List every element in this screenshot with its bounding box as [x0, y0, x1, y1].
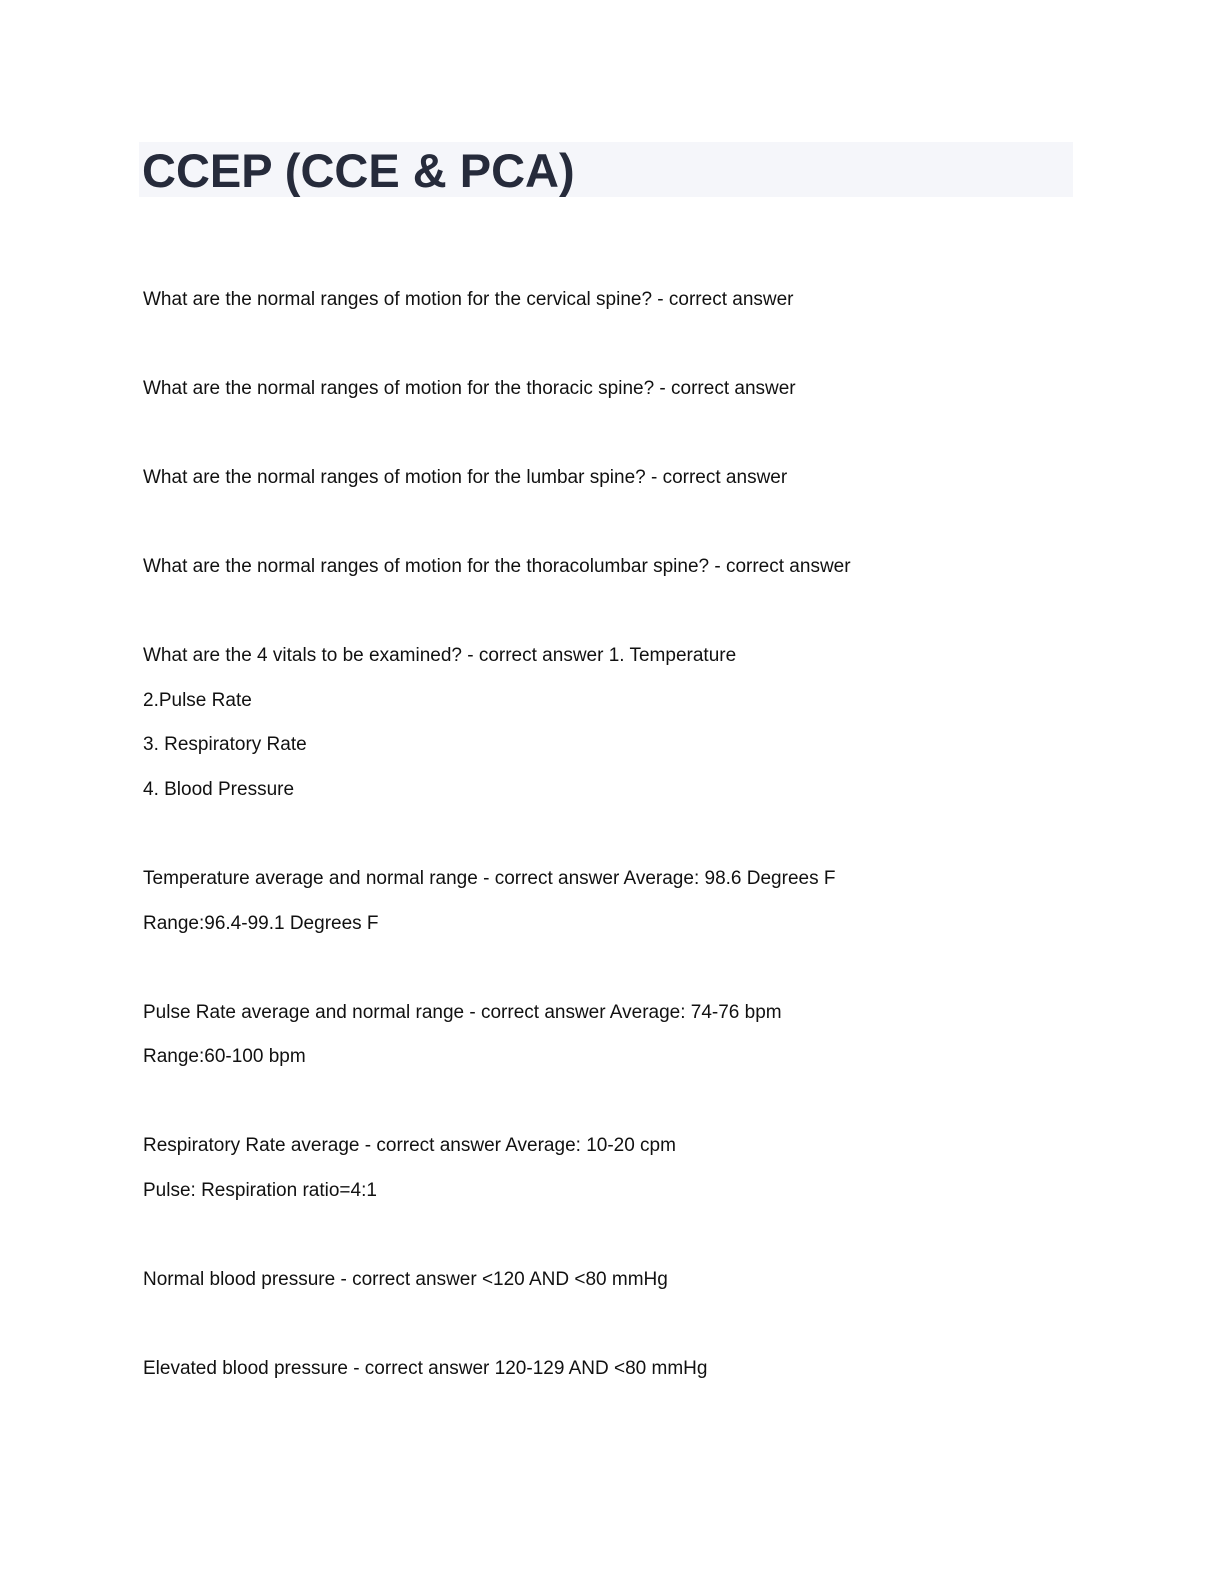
- qa-line-temperature: Temperature average and normal range - correct answer Average: 98.6 Degrees F: [143, 868, 836, 889]
- qa-line-pulse-rate: Pulse Rate average and normal range - correct answer Average: 74-76 bpm: [143, 1002, 782, 1023]
- qa-line-thoracic-spine: What are the normal ranges of motion for the thoracic spine? - correct answer: [143, 378, 796, 399]
- qa-line-thoracolumbar-spine: What are the normal ranges of motion for the thoracolumbar spine? - correct answer: [143, 556, 851, 577]
- title-banner: [139, 142, 1073, 197]
- qa-line-pulse-range: Range:60-100 bpm: [143, 1046, 306, 1067]
- qa-line-normal-bp: Normal blood pressure - correct answer <120 AND <80 mmHg: [143, 1269, 668, 1290]
- qa-line-vitals-item-3: 3. Respiratory Rate: [143, 734, 307, 755]
- qa-line-elevated-bp: Elevated blood pressure - correct answer 120-129 AND <80 mmHg: [143, 1358, 708, 1379]
- qa-line-pulse-respiration-ratio: Pulse: Respiration ratio=4:1: [143, 1180, 377, 1201]
- qa-line-vitals: What are the 4 vitals to be examined? - correct answer 1. Temperature: [143, 645, 737, 666]
- qa-line-cervical-spine: What are the normal ranges of motion for the cervical spine? - correct answer: [143, 289, 794, 310]
- qa-line-lumbar-spine: What are the normal ranges of motion for the lumbar spine? - correct answer: [143, 467, 788, 488]
- qa-line-respiratory-rate: Respiratory Rate average - correct answer Average: 10-20 cpm: [143, 1135, 676, 1156]
- qa-line-vitals-item-2: 2.Pulse Rate: [143, 690, 252, 711]
- document-title: CCEP (CCE & PCA): [142, 144, 575, 197]
- qa-line-vitals-item-4: 4. Blood Pressure: [143, 779, 295, 800]
- qa-line-temperature-range: Range:96.4-99.1 Degrees F: [143, 913, 379, 934]
